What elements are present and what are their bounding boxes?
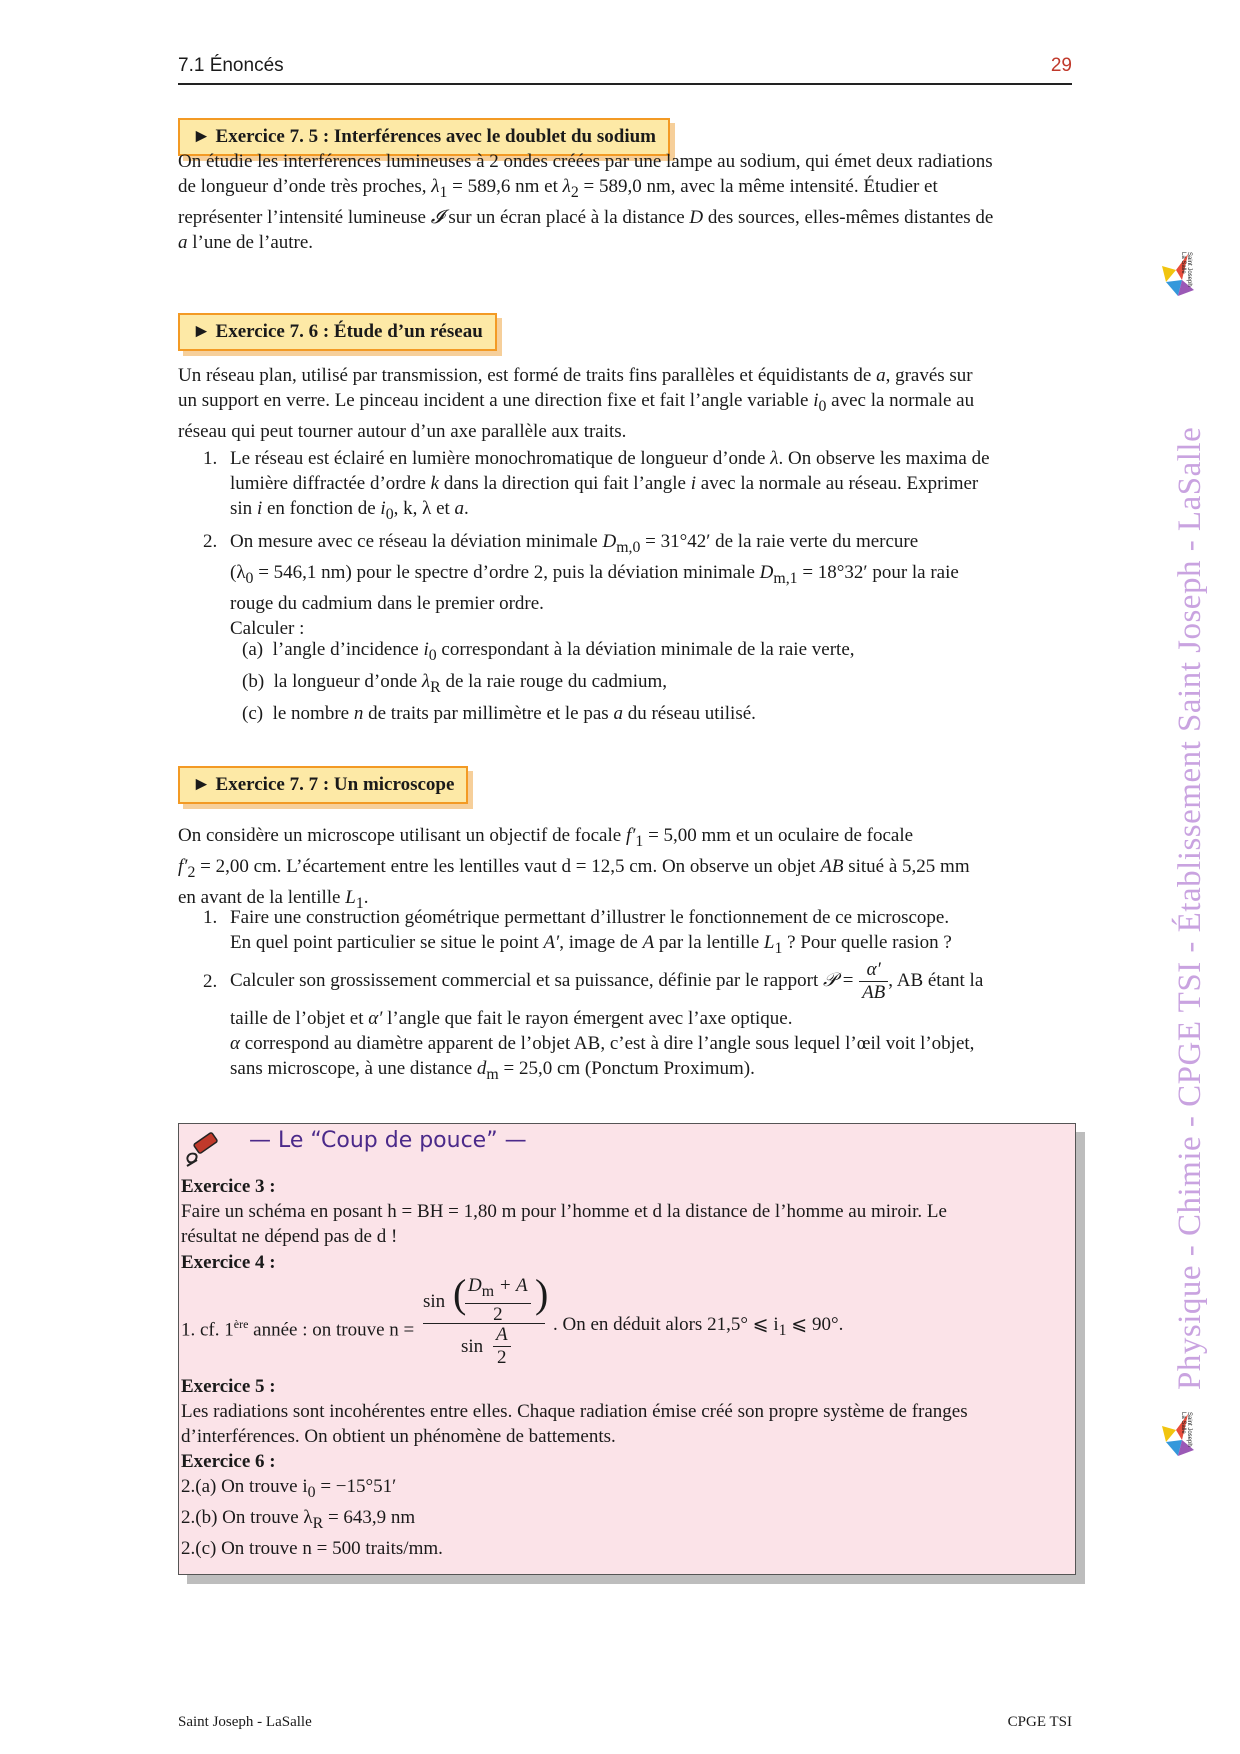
question-number: 2. <box>203 531 218 552</box>
school-logo <box>1158 1406 1204 1468</box>
exercise-7-5-text: On étudie les interférences lumineuses à 2 ondes créées par une lampe au sodium, qui émet deux radiations de longueur d’onde très proches, $\lambda_1 = 589,6$ nm et $\lambda_2 = 589,0$ nm, avec la même intensité. Étudier et représenter l’intensité lumineuse 𝓘 sur un écran placé à la distance D des sources, elles-mêmes distantes de a l’une de l’autre. <box>178 151 994 253</box>
exercise-7-7-title: ► Exercice 7. 7 : Un microscope <box>178 766 468 804</box>
sub-question-a: (a) l’angle d’incidence $i_0$ correspondant à la déviation minimale de la raie verte, <box>242 639 855 664</box>
school-logo <box>1158 246 1204 308</box>
svg-text:La Salle: La Salle <box>1180 252 1186 274</box>
question-number: 1. <box>203 907 218 928</box>
exercise-7-7-intro: On considère un microscope utilisant un objectif de focale $f'_1 = 5,00$ mm et un oculaire de focale $f'_2 = 2,00$ cm. L’écartement entre les lentilles vaut d = 12,5 cm. On observe un objet AB situé à 5,25 mm en avant de la lentille $L_1$. <box>178 825 970 912</box>
page-number: 29 <box>1050 55 1072 76</box>
pencil-icon <box>183 1130 221 1170</box>
coup-de-pouce-title: — Le “Coup de pouce” — <box>249 1128 527 1153</box>
page-header <box>178 55 1072 85</box>
sub-question-c: (c) le nombre n de traits par millimètre et le pas a du réseau utilisé. <box>242 703 756 724</box>
footer-left: Saint Joseph - LaSalle <box>178 1714 312 1730</box>
svg-text:Saint Joseph: Saint Joseph <box>1186 252 1192 287</box>
question-number: 1. <box>203 448 218 469</box>
sub-question-b: (b) la longueur d’onde $\lambda_R$ de la raie rouge du cadmium, <box>242 671 668 696</box>
hint-exercise-4: Exercice 4 : 1. cf. 1ère année : on trouve n = sin ( $\frac{D_m + A}{2}$ ) sin $\frac{A}{2}$ . On en déduit alors 21,5° ⩽ $i_1$ ⩽ 90°. <box>181 1252 844 1368</box>
section-title: 7.1 Énoncés <box>178 55 284 76</box>
question-number: 2. <box>203 971 218 992</box>
hint-exercise-3: Exercice 3 : Faire un schéma en posant h = BH = 1,80 m pour l’homme et d la distance de l’homme au miroir. Le résultat ne dépend pas de d ! <box>181 1176 947 1247</box>
svg-text:La Salle: La Salle <box>1180 1412 1186 1434</box>
hint-exercise-5: Exercice 5 : Les radiations sont incohérentes entre elles. Chaque radiation émise créé son propre système de franges d’interférences. On obtient un phénomène de battements. <box>181 1376 968 1447</box>
exercise-7-6-question-1: Le réseau est éclairé en lumière monochromatique de longueur d’onde λ. On observe les maxima de lumière diffractée d’ordre k dans la direction qui fait l’angle i avec la normale au réseau. Exprimer sin i en fonction de $i_0$, k, λ et a. <box>230 448 990 523</box>
sidebar-watermark: Physique - Chimie - CPGE TSI - Établissement Saint Joseph - LaSalle <box>1172 426 1208 1390</box>
exercise-7-5-title: ► Exercice 7. 5 : Interférences avec le doublet du sodium <box>178 118 670 156</box>
exercise-7-7-question-1: Faire une construction géométrique permettant d’illustrer le fonctionnement de ce microscope. En quel point particulier se situe le point A′, image de A par la lentille $L_1$ ? Pour quelle rasion ? <box>230 907 952 957</box>
footer-right: CPGE TSI <box>1007 1714 1072 1730</box>
exercise-7-6-question-2: On mesure avec ce réseau la déviation minimale $D_{m,0} = 31^\circ 42'$ de la raie verte du mercure ($\lambda_0 = 546,1$ nm) pour le spectre d’ordre 2, puis la déviation minimale $D_{m,1} = 18^\circ 32'$ pour la raie rouge du cadmium dans le premier ordre. Calculer : <box>230 531 959 639</box>
hint-exercise-6: Exercice 6 : 2.(a) On trouve $i_0 = -15^\circ 51'$ 2.(b) On trouve $\lambda_R = 643,9$ nm 2.(c) On trouve n = 500 traits/mm. <box>181 1451 443 1559</box>
exercise-7-6-title: ► Exercice 7. 6 : Étude d’un réseau <box>178 313 497 351</box>
exercise-7-7-question-2: Calculer son grossissement commercial et sa puissance, définie par le rapport 𝒫 = $\frac{\alpha'}{AB}$ , AB étant la taille de l’objet et α′ l’angle que fait le rayon émergent avec l’axe optique. α correspond au diamètre apparent de l’objet AB, c’est à dire l’angle sous lequel l’œil voit l’objet, sans microscope, à une distance $d_m = 25,0$ cm (Ponctum Proximum). <box>230 959 984 1083</box>
exercise-7-6-intro: Un réseau plan, utilisé par transmission, est formé de traits fins parallèles et équidistants de a, gravés sur un support en verre. Le pinceau incident a une direction fixe et fait l’angle variable $i_0$ avec la normale au réseau qui peut tourner autour d’un axe parallèle aux traits. <box>178 365 975 442</box>
svg-text:Saint Joseph: Saint Joseph <box>1186 1412 1192 1447</box>
coup-de-pouce-box <box>178 1123 1076 1575</box>
